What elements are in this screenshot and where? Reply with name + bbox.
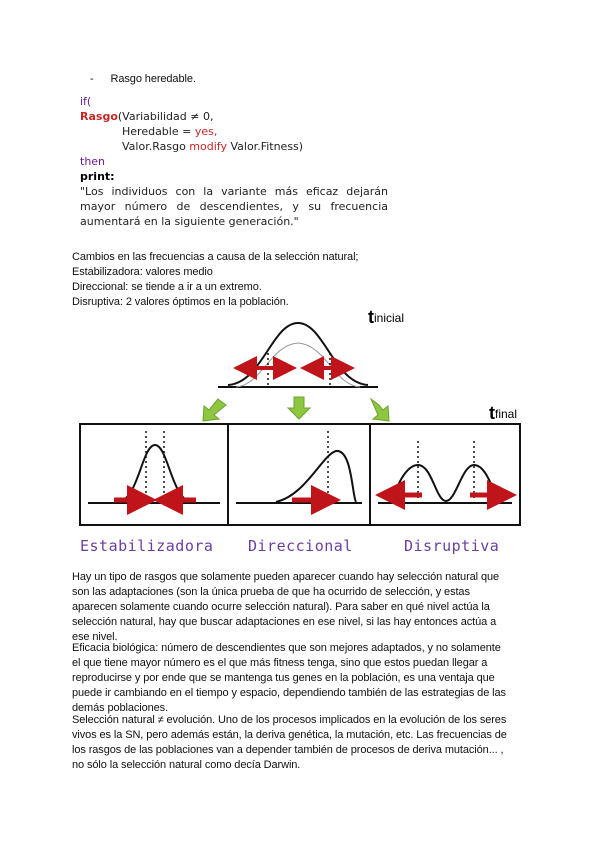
label-disruptiva: Disruptiva [404,537,500,555]
code-line1-rest: (Variabilidad ≠ 0, [117,110,214,123]
intro-line-3: Direccional: se tiende a ir a un extremo. [72,281,262,293]
paragraph-seleccion: Selección natural ≠ evolución. Uno de los procesos implicados en la evolución de los seres vivos es la SN, pero además están, la deriva genética, la mutación, etc. Las frecuencias de los rasgos de las poblaciones van a depender también de procesos de deriva mutación... , no sólo la selección natural como decía Darwin. [72,714,507,771]
panel-frame-1 [80,424,228,525]
green-arrows [203,397,389,421]
code-if: if( [80,95,92,108]
paragraph-eficacia: Eficacia biológica: número de descendientes que son mejores adaptados, y no solamente el que tiene mayor número es el que más fitness tenga, sino que estos puedan llegar a reproducirse y por ende que se mantenga tus genes en la población, es una ventaja que puede ir cambiando en el tiempo y espacio, dependiendo también de las estrategias de las demás poblaciones. [72,642,506,714]
bullet-item [90,72,196,87]
code-block [80,94,400,229]
label-estabilizadora: Estabilizadora [80,537,214,555]
t-initial-t: t [368,307,374,327]
code-line-1 [80,109,400,124]
code-valor-rasgo: Valor.Rasgo [122,140,190,153]
code-then: then [80,155,106,168]
panel-estabilizadora [80,424,228,525]
panel-disruptiva [370,424,520,525]
panel-frame-2 [228,424,370,525]
t-final-t: t [489,403,495,423]
intro-line-2: Estabilizadora: valores medio [72,266,213,278]
t-initial-sub: inicial [374,311,405,325]
paragraph-adaptaciones: Hay un tipo de rasgos que solamente pueden aparecer cuando hay selección natural que son las adaptaciones (son la única prueba de que ha ocurrido de selección, y estas aparecen solamente cuando ocurre selección natural). Para saber en qué nivel actúa la selección natural, hay que buscar adaptaciones en ese nivel, si las hay entonces actúa a ese nivel. [72,571,500,643]
code-heredable: Heredable = [122,125,195,138]
code-line-2 [80,124,400,139]
code-rasgo-keyword: Rasgo [80,110,118,123]
t-final-sub: final [495,407,518,421]
selection-figure [0,305,600,565]
code-line-3 [80,139,400,154]
t-final-label [489,403,517,423]
initial-distribution [218,323,378,387]
green-arrow-center [288,397,310,419]
intro-block [72,250,358,310]
bullet-text: Rasgo heredable. [110,73,196,85]
initial-curve [228,323,368,385]
green-arrow-left [203,399,226,421]
code-valor-fitness: Valor.Fitness) [226,140,304,153]
label-direccional: Direccional [248,537,353,555]
code-yes: yes, [194,125,218,138]
initial-curve-thin [236,343,360,387]
t-initial-label [368,307,404,327]
code-print: print: [80,170,115,183]
bullet-dash: - [90,73,94,85]
panel-frame-3 [370,424,520,525]
code-quote: "Los individuos con la variante más eficaz dejarán mayor número de descendientes, y su frecuencia aumentará en la siguiente generación." [80,185,388,228]
panel-direccional [228,424,370,525]
intro-line-1: Cambios en las frecuencias a causa de la selección natural; [72,251,359,263]
code-modify: modify [189,140,227,153]
green-arrow-right [371,399,389,421]
intro-line-4: Disruptiva: 2 valores óptimos en la población. [72,296,289,308]
